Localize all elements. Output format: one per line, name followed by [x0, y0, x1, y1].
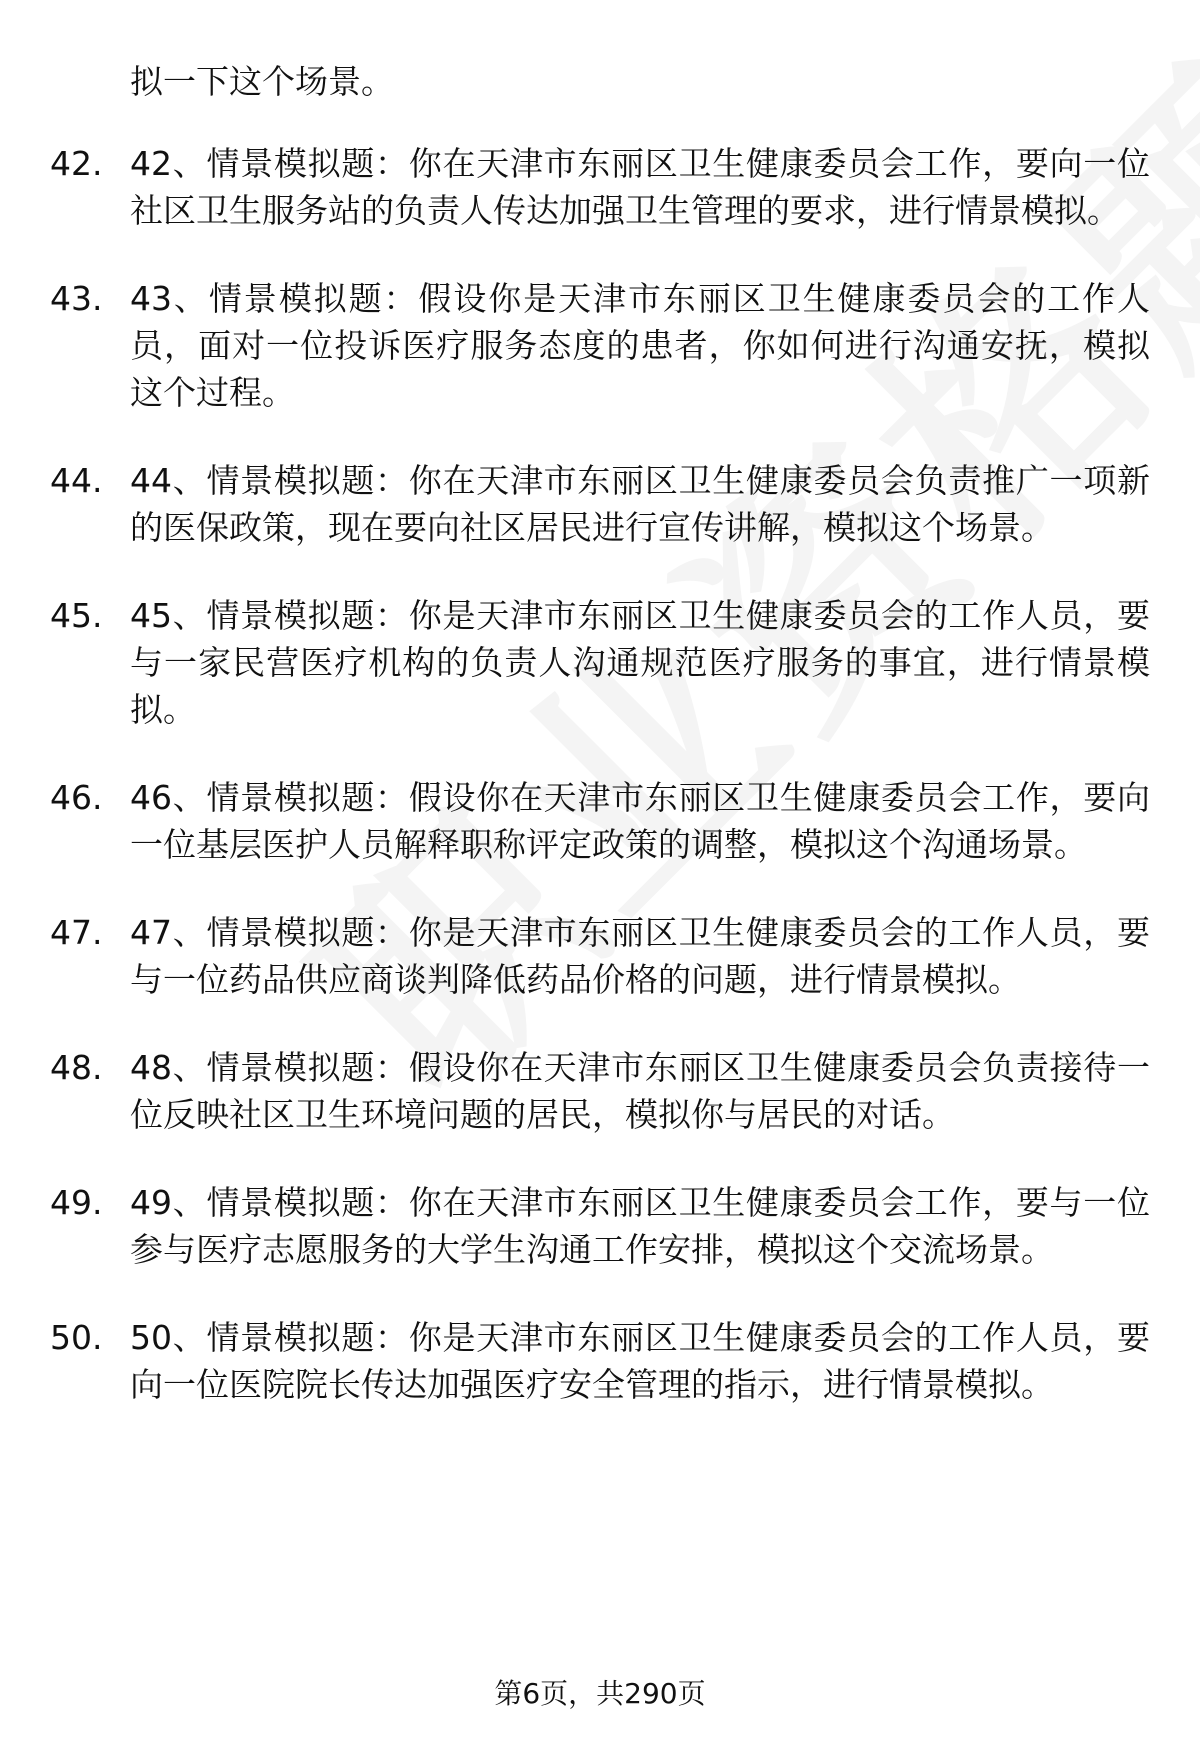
question-text: 44、情景模拟题：你在天津市东丽区卫生健康委员会负责推广一项新的医保政策，现在要向社区居民进行宣传讲解，模拟这个场景。 [130, 461, 1150, 547]
continuation-text: 拟一下这个场景。 [130, 62, 394, 101]
question-text: 43、情景模拟题：假设你是天津市东丽区卫生健康委员会的工作人员，面对一位投诉医疗服务态度的患者，你如何进行沟通安抚，模拟这个过程。 [130, 279, 1150, 412]
question-text: 49、情景模拟题：你在天津市东丽区卫生健康委员会工作，要与一位参与医疗志愿服务的大学生沟通工作安排，模拟这个交流场景。 [130, 1183, 1150, 1269]
page-footer: 第6页，共290页 [494, 1677, 706, 1710]
question-number: 50. [50, 1318, 103, 1357]
question-text: 50、情景模拟题：你是天津市东丽区卫生健康委员会的工作人员，要向一位医院院长传达加强医疗安全管理的指示，进行情景模拟。 [130, 1318, 1150, 1404]
question-number: 45. [50, 596, 103, 635]
question-number: 47. [50, 913, 103, 952]
question-item [0, 140, 1200, 234]
question-list [0, 140, 1200, 1449]
question-number: 48. [50, 1048, 103, 1087]
question-number: 44. [50, 461, 103, 500]
question-item [0, 592, 1200, 733]
question-item [0, 909, 1200, 1003]
question-item [0, 1044, 1200, 1138]
question-item [0, 1314, 1200, 1408]
question-text: 42、情景模拟题：你在天津市东丽区卫生健康委员会工作，要向一位社区卫生服务站的负责人传达加强卫生管理的要求，进行情景模拟。 [130, 144, 1150, 230]
question-item [0, 774, 1200, 868]
question-number: 42. [50, 144, 103, 183]
question-number: 43. [50, 279, 103, 318]
question-item [0, 1179, 1200, 1273]
question-item [0, 275, 1200, 416]
question-item [0, 457, 1200, 551]
question-text: 46、情景模拟题：假设你在天津市东丽区卫生健康委员会工作，要向一位基层医护人员解释职称评定政策的调整，模拟这个沟通场景。 [130, 778, 1150, 864]
question-number: 46. [50, 778, 103, 817]
question-number: 49. [50, 1183, 103, 1222]
question-text: 48、情景模拟题：假设你在天津市东丽区卫生健康委员会负责接待一位反映社区卫生环境问题的居民，模拟你与居民的对话。 [130, 1048, 1150, 1134]
question-text: 45、情景模拟题：你是天津市东丽区卫生健康委员会的工作人员，要与一家民营医疗机构的负责人沟通规范医疗服务的事宜，进行情景模拟。 [130, 596, 1150, 729]
question-text: 47、情景模拟题：你是天津市东丽区卫生健康委员会的工作人员，要与一位药品供应商谈判降低药品价格的问题，进行情景模拟。 [130, 913, 1150, 999]
